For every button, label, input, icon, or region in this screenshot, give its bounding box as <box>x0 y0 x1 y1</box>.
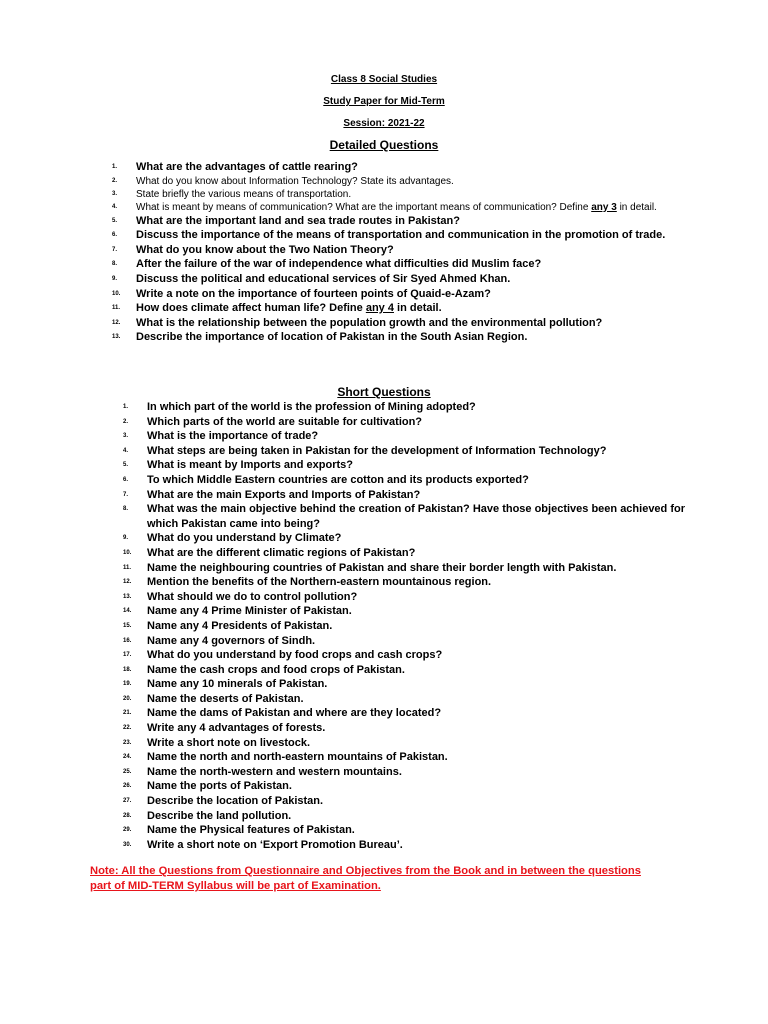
list-item: 4. What is meant by means of communication? What are the important means of communication? Define any 3 in detail. <box>112 201 657 213</box>
list-item: 12. Mention the benefits of the Northern-eastern mountainous region. <box>123 576 492 589</box>
list-item: 5. What is meant by Imports and exports? <box>123 459 353 472</box>
list-item: 3. State briefly the various means of transportation. <box>112 188 352 200</box>
list-item: 22. Write any 4 advantages of forests. <box>123 722 326 735</box>
list-item: 14. Name any 4 Prime Minister of Pakistan. <box>123 605 352 618</box>
list-item: 25. Name the north-western and western mountains. <box>123 765 402 778</box>
detailed-questions-heading: Detailed Questions <box>329 138 439 152</box>
list-item: 3. What is the importance of trade? <box>123 430 319 443</box>
list-item: 7. What are the main Exports and Imports of Pakistan? <box>123 488 421 501</box>
short-questions-heading: Short Questions <box>337 385 431 399</box>
short-questions-list <box>123 400 685 852</box>
list-item: 27. Describe the location of Pakistan. <box>123 795 324 808</box>
session-label: Session: 2021-22 <box>343 118 425 129</box>
list-item: 2. Which parts of the world are suitable for cultivation? <box>123 415 423 428</box>
list-item: 2. What do you know about Information Technology? State its advantages. <box>112 175 454 187</box>
list-item: 11. How does climate affect human life? Define any 4 in detail. <box>112 302 442 315</box>
list-item: 10. What are the different climatic regions of Pakistan? <box>123 546 416 559</box>
list-item: 16. Name any 4 governors of Sindh. <box>123 634 316 647</box>
list-item: 26. Name the ports of Pakistan. <box>123 780 292 793</box>
list-item: 13. Describe the importance of location of Pakistan in the South Asian Region. <box>112 331 528 344</box>
list-item: 5. What are the important land and sea trade routes in Pakistan? <box>112 214 460 227</box>
list-item: 11. Name the neighbouring countries of Pakistan and share their border length with Pakistan. <box>123 561 617 574</box>
list-item: 6. Discuss the importance of the means of transportation and communication in the promotion of trade. <box>112 229 666 242</box>
list-item: 10. Write a note on the importance of fourteen points of Quaid-e-Azam? <box>112 287 491 300</box>
list-item: 4. What steps are being taken in Pakistan for the development of Information Technology? <box>123 444 607 457</box>
list-item: 9. Discuss the political and educational services of Sir Syed Ahmed Khan. <box>112 272 511 285</box>
list-item: 15. Name any 4 Presidents of Pakistan. <box>123 619 333 632</box>
list-item: 30. Write a short note on ‘Export Promotion Bureau’. <box>123 838 403 851</box>
list-item: 20. Name the deserts of Pakistan. <box>123 692 304 705</box>
document-subtitle: Study Paper for Mid-Term <box>323 96 445 107</box>
list-item: 6. To which Middle Eastern countries are cotton and its products exported? <box>123 473 529 486</box>
list-item: 13. What should we do to control pollution? <box>123 590 358 603</box>
list-item: 1. In which part of the world is the profession of Mining adopted? <box>123 401 476 413</box>
list-item: 12. What is the relationship between the population growth and the environmental pollution? <box>112 316 603 329</box>
list-item: 18. Name the cash crops and food crops of Pakistan. <box>123 663 405 676</box>
list-item: 8. What was the main objective behind the creation of Pakistan? Have those objectives been achieved for which Pakistan came into being? <box>123 503 685 530</box>
list-item: 29. Name the Physical features of Pakistan. <box>123 824 355 837</box>
list-item: 1. What are the advantages of cattle rearing? <box>112 161 358 173</box>
list-item: 24. Name the north and north-eastern mountains of Pakistan. <box>123 751 448 764</box>
list-item: 8. After the failure of the war of independence what difficulties did Muslim face? <box>112 258 542 271</box>
list-item: 9. What do you understand by Climate? <box>123 532 342 545</box>
list-item: 23. Write a short note on livestock. <box>123 736 310 749</box>
list-item: 7. What do you know about the Two Nation Theory? <box>112 243 394 256</box>
list-item: 28. Describe the land pollution. <box>123 809 292 822</box>
detailed-questions-list <box>112 160 686 345</box>
list-item: 17. What do you understand by food crops and cash crops? <box>123 649 443 662</box>
document-title: Class 8 Social Studies <box>330 74 438 85</box>
exam-note: Note: All the Questions from Questionnaire and Objectives from the Book and in between the questions part of MID-TERM Syllabus will be part of Examination. <box>90 865 641 892</box>
list-item: 21. Name the dams of Pakistan and where are they located? <box>123 707 442 720</box>
list-item: 19. Name any 10 minerals of Pakistan. <box>123 678 328 691</box>
